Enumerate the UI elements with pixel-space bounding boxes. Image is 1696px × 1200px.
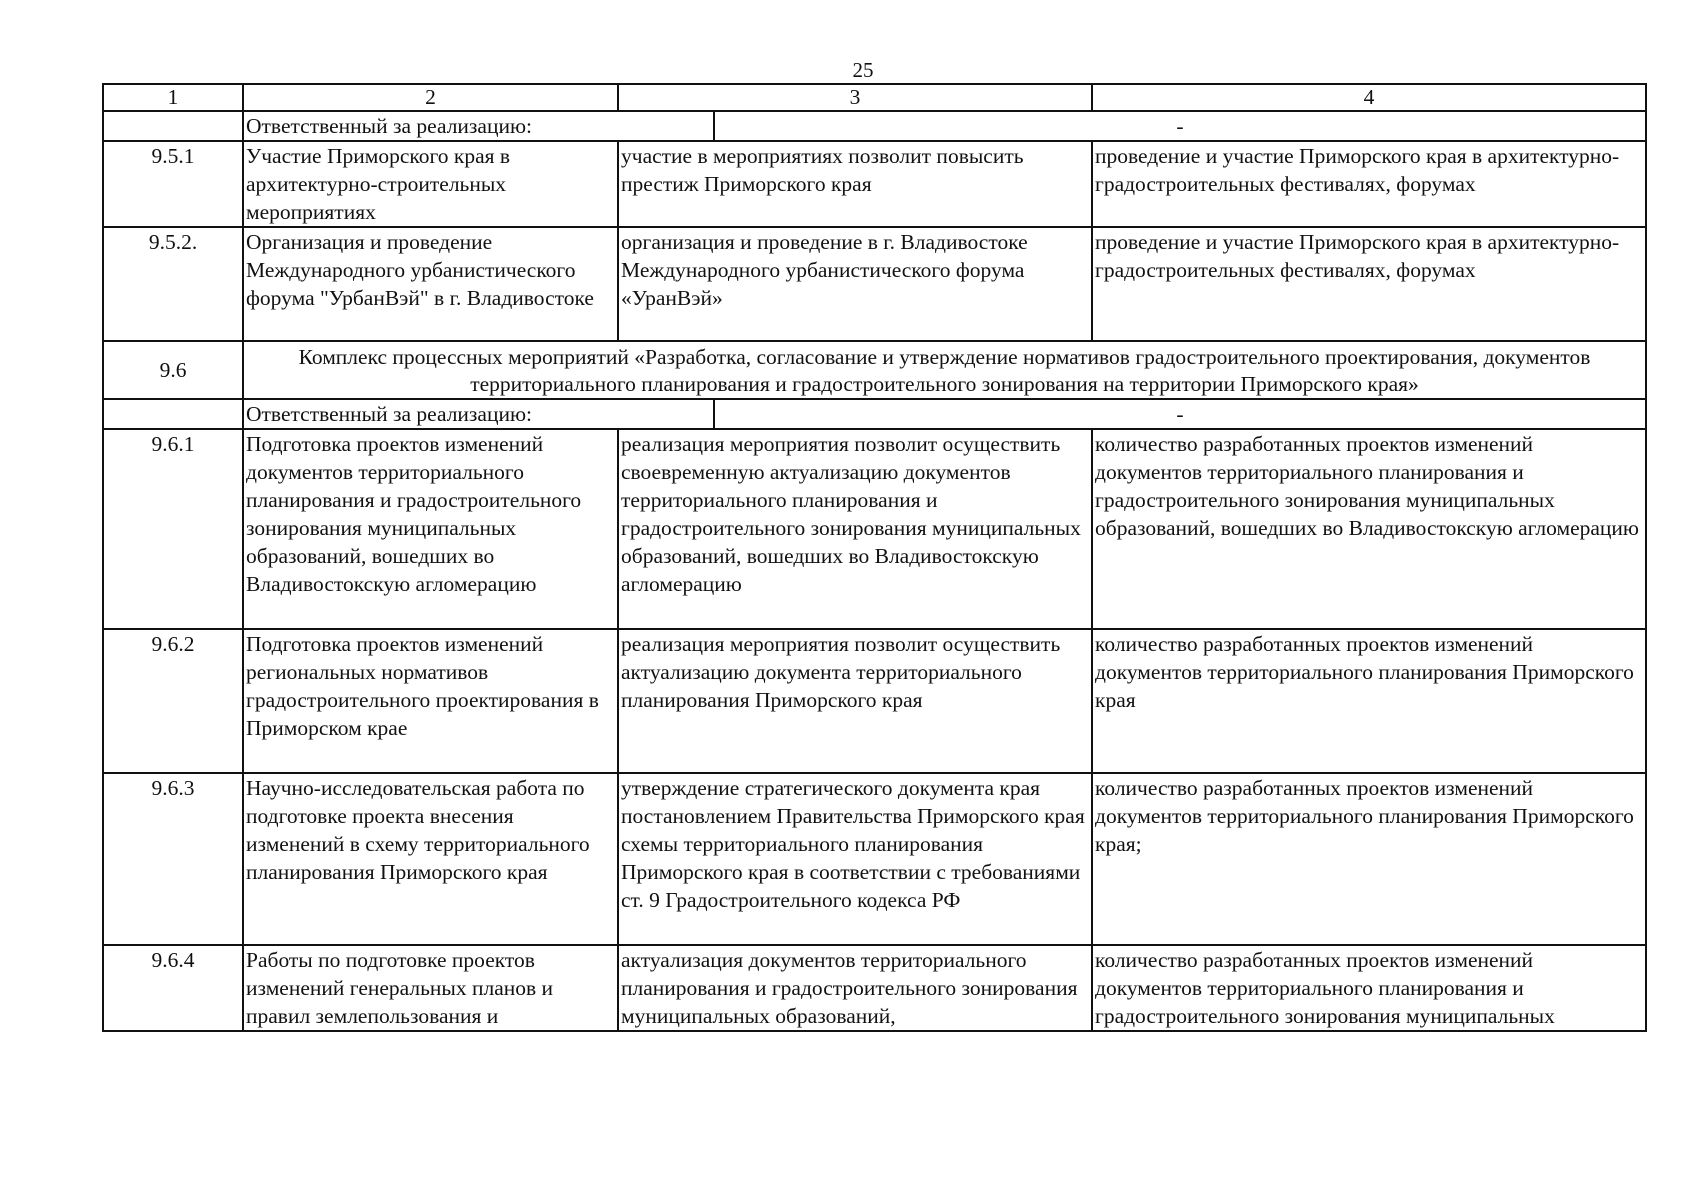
measures-table — [102, 83, 1647, 1032]
item-title: Участие Приморского края в архитектурно-строительных мероприятиях — [243, 141, 618, 227]
item-result: реализация мероприятия позволит осуществить актуализацию документа территориального планирования Приморского края — [618, 629, 1092, 773]
responsible-value: - — [714, 399, 1646, 429]
table-row — [103, 227, 1646, 341]
item-number: 9.6.3 — [103, 773, 243, 945]
table-row — [103, 629, 1646, 773]
header-cell-1: 1 — [103, 84, 243, 111]
table-row — [103, 773, 1646, 945]
item-title: Подготовка проектов изменений региональных нормативов градостроительного проектирования в Приморском крае — [243, 629, 618, 773]
item-result: утверждение стратегического документа края постановлением Правительства Приморского края схемы территориального планирования Приморского края в соответствии с требованиями ст. 9 Градостроительного кодекса РФ — [618, 773, 1092, 945]
item-indicator: количество разработанных проектов изменений документов территориального планирования и градостроительного зонирования муниципальных — [1092, 945, 1646, 1031]
section-number: 9.6 — [103, 341, 243, 399]
item-title: Работы по подготовке проектов изменений генеральных планов и правил землепользования и — [243, 945, 618, 1031]
table-row — [103, 429, 1646, 629]
section-title: Комплекс процессных мероприятий «Разработка, согласование и утверждение нормативов градостроительного проектирования, документов территориального планирования и градостроительного зонирования на территории Приморского края» — [243, 341, 1646, 399]
item-number: 9.5.2. — [103, 227, 243, 341]
item-indicator: проведение и участие Приморского края в архитектурно-градостроительных фестивалях, форумах — [1092, 141, 1646, 227]
responsible-value: - — [714, 111, 1646, 141]
header-cell-3: 3 — [618, 84, 1092, 111]
item-indicator: количество разработанных проектов изменений документов территориального планирования Приморского края — [1092, 629, 1646, 773]
item-result: актуализация документов территориального планирования и градостроительного зонирования муниципальных образований, — [618, 945, 1092, 1031]
section-row — [103, 341, 1646, 399]
table-row — [103, 945, 1646, 1031]
table-row — [103, 141, 1646, 227]
header-cell-4: 4 — [1092, 84, 1646, 111]
item-result: реализация мероприятия позволит осуществить своевременную актуализацию документов территориального планирования и градостроительного зонирования муниципальных образований, вошедших во Владивостокскую агломерацию — [618, 429, 1092, 629]
header-row — [103, 84, 1646, 111]
responsible-label: Ответственный за реализацию: — [243, 111, 714, 141]
header-cell-2: 2 — [243, 84, 618, 111]
item-indicator: количество разработанных проектов изменений документов территориального планирования и градостроительного зонирования муниципальных образований, вошедших во Владивостокскую агломерацию — [1092, 429, 1646, 629]
item-title: Организация и проведение Международного урбанистического форума "УрбанВэй" в г. Владивостоке — [243, 227, 618, 341]
item-number: 9.6.2 — [103, 629, 243, 773]
table-cell-num — [103, 111, 243, 141]
responsible-label: Ответственный за реализацию: — [243, 399, 714, 429]
item-number: 9.5.1 — [103, 141, 243, 227]
item-indicator: количество разработанных проектов изменений документов территориального планирования Приморского края; — [1092, 773, 1646, 945]
item-title: Подготовка проектов изменений документов территориального планирования и градостроительного зонирования муниципальных образований, вошедших во Владивостокскую агломерацию — [243, 429, 618, 629]
item-number: 9.6.4 — [103, 945, 243, 1031]
responsible-row — [103, 111, 1646, 141]
responsible-row — [103, 399, 1646, 429]
item-title: Научно-исследовательская работа по подготовке проекта внесения изменений в схему территориального планирования Приморского края — [243, 773, 618, 945]
item-indicator: проведение и участие Приморского края в архитектурно-градостроительных фестивалях, форумах — [1092, 227, 1646, 341]
item-number: 9.6.1 — [103, 429, 243, 629]
item-result: участие в мероприятиях позволит повысить престиж Приморского края — [618, 141, 1092, 227]
item-result: организация и проведение в г. Владивостоке Международного урбанистического форума «УранВэй» — [618, 227, 1092, 341]
page-number: 25 — [852, 58, 874, 82]
table-cell-num — [103, 399, 243, 429]
